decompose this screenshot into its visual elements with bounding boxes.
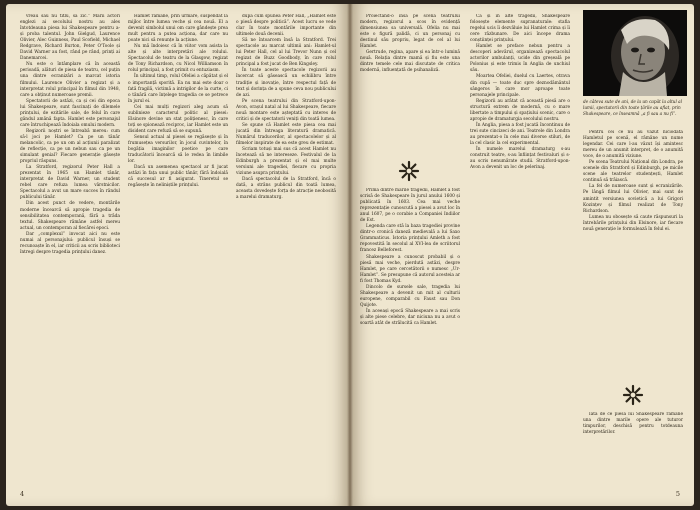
paragraph: Shakespeare a cunoscut probabil și o piesă mai veche, pierdută astăzi, despre Hamlet, pe care cercetătorii o numesc „Ur-Hamlet”. Se presupune că autorul acesteia ar fi fost Thomas Kyd. bbox=[360, 254, 460, 284]
paragraph: Spectatorii de astăzi, ca și cei din epoca lui Shakespeare, sunt fascinați de dilemele prințului, de ezitările sale, de felul în care gândul amână fapta. Hamlet este personajul care întruchipează îndoiala omului modern. bbox=[20, 98, 120, 128]
paragraph: La fel de numeroase sunt și ecranizările. Pe lângă filmul lui Olivier, mai sunt de amintit versiunea sovietică a lui Grigori Kozințev și filmul realizat de Tony Richardson. bbox=[583, 184, 683, 214]
paragraph: În toate aceste spectacole regizorii au încercat să găsească un echilibru între tradiție și inovație, între respectul față de text și dorința de a spune ceva nou publicului de azi. bbox=[236, 68, 336, 98]
page-number-right: 5 bbox=[675, 490, 680, 498]
paragraph: În aceeași epocă Shakespeare a mai scris și alte piese celebre, dar niciuna nu a avut o soartă atât de strălucită ca Hamlet. bbox=[360, 308, 460, 327]
paragraph: În Anglia, piesa a fost jucată încontinuu de trei sute cincizeci de ani. Teatrele din Londra au prezentat-o în cele mai diverse stiluri, de la cel clasic la cel experimental. bbox=[470, 122, 570, 146]
right-column-3a bbox=[583, 130, 683, 380]
paragraph: după cum spunea Peter Hall, „Hamlet este o piesă despre politică”. Acest lucru se vede clar în toate montările importante din ultimele două decenii. bbox=[236, 14, 336, 38]
paragraph: Gertrude, regina, apare și ea într-o lumină nouă. Relația dintre mamă și fiu este una dintre temele cele mai discutate de critica modernă, influențată de psihanaliză. bbox=[360, 50, 460, 74]
paragraph: Dincolo de sursele sale, tragedia lui Shakespeare a devenit un mit al culturii europene, comparabil cu Faust sau Don Quijote. bbox=[360, 284, 460, 308]
asterisk-ornament-icon bbox=[398, 160, 420, 182]
paragraph: La Stratford, regizorul Peter Hall a prezentat în 1965 un Hamlet tânăr, interpretat de David Warner, un student rebel care refuza lumea vârstnicilor. Spectacolul a avut un mare succes în rândul publicului tânăr. bbox=[20, 165, 120, 201]
right-column-2 bbox=[470, 14, 570, 484]
left-column-2 bbox=[128, 14, 228, 484]
right-column-3b bbox=[583, 412, 683, 482]
paragraph: vreau sau nu titlu, să zic.” Marii actori englezi ai secolului nostru au ales întotdeauna piesa lui Shakespeare pentru a-și proba talentul. John Gielgud, Laurence Olivier, Alec Guinness, Paul Scofield, Michael Redgrave, Richard Burton, Peter O'Toole și David Warner au fost, rând pe rând, prinți ai Danemarcei. bbox=[20, 14, 120, 62]
paragraph: Dacă un asemenea spectacol ar fi jucat astăzi în fața unui public tânăr, fără îndoială că succesul ar fi asigurat. Tineretul se regăsește în neliniștile prințului. bbox=[128, 165, 228, 189]
paragraph: Dar „complexul” invocat aici nu este numai al personajului: publicul însuși se recunoaște în el, iar criticii au scris biblioteci întregi despre tragedia prințului danez. bbox=[20, 231, 120, 255]
left-column-1 bbox=[20, 14, 120, 484]
paragraph: Prima dintre marile tragedii, Hamlet a fost scrisă de Shakespeare în jurul anului 1600 și publicată în 1603. Cea mai veche reprezentație cunoscută a piesei a avut loc în anul 1607, pe o corabie a Companiei Indiilor de Est. bbox=[360, 188, 460, 224]
right-column-1b bbox=[360, 188, 460, 484]
paragraph: Legenda care stă la baza tragediei provine dintr-o cronică daneză medievală a lui Saxo Grammaticus. Istoria prințului Amleth a fost repovestită în secolul al XVI-lea de scriitorul francez Belleforest. bbox=[360, 224, 460, 254]
asterisk-ornament-icon bbox=[622, 384, 644, 406]
left-page bbox=[6, 4, 350, 506]
paragraph: În numele marelui dramaturg s-au construit teatre, s-au înființat festivaluri și s-au scris nenumărate studii. Stratford-upon-Avon a devenit un loc de pelerinaj. bbox=[470, 147, 570, 171]
paragraph: Proiectând-o însă pe scena teatrului modern, regizorul a scos în evidență dimensiunea sa universală. Ofelia nu mai este o figură palidă, ci un personaj cu destinul său propriu, legat de cel al lui Hamlet. bbox=[360, 14, 460, 50]
paragraph: Iată de ce piesa lui Shakespeare rămâne una dintre marile opere ale tuturor timpurilor, deschisă pentru totdeauna interpretărilor. bbox=[583, 412, 683, 436]
paragraph: Din acest punct de vedere, montările moderne încearcă să apropie tragedia de sensibilitatea contemporană, fără a trăda textul. Shakespeare rămâne astfel mereu actual, un contemporan al fiecărei epoci. bbox=[20, 201, 120, 231]
paragraph: Sensul actual al piesei se regăsește și în frumusețea versurilor, în jocul cuvintelor, în bogăția imaginilor poetice pe care traducătorii încearcă să le redea în limbile lor. bbox=[128, 134, 228, 165]
paragraph: Nu mă îndoiesc că în viitor vom asista la alte și alte interpretări ale rolului. Spectacolul de teatru de la Glasgow, regizat de Tony Richardson, cu Nicol Williamson în rolul principal, a fost primit cu entuziasm. bbox=[128, 44, 228, 74]
paragraph: Lumea nu obosește să caute răspunsuri la întrebările prințului din Elsinore, iar fiecare nouă generație le formulează în felul ei. bbox=[583, 214, 683, 232]
page-number-left: 4 bbox=[20, 490, 25, 498]
paragraph: Să ne întoarcem însă la Stratford. Trei spectacole au marcat ultimii ani: Hamlet-ul lui Peter Hall, cel al lui Trevor Nunn și cel regizat de Buzz Goodbody, în care rolul principal a fost jucat de Ben Kingsley. bbox=[236, 38, 336, 68]
paragraph: Pe scena teatrului din Stratford-upon-Avon, orașul natal al lui Shakespeare, fiecare nouă montare este așteptată cu interes de critici și de spectatorii veniți din toată lumea. bbox=[236, 98, 336, 122]
hamlet-portrait-icon bbox=[583, 10, 687, 96]
paragraph: În ultimul timp, rolul Ofeliei a căpătat și el o importanță sporită. Ea nu mai este doar o fată fragilă, victimă a intrigilor de la curte, ci o tânără care înțelege tragedia ce se petrece în jurul ei. bbox=[128, 74, 228, 104]
left-column-3 bbox=[236, 14, 336, 484]
paragraph: Cei mai mulți regizori aleg acum să sublinieze caracterul politic al piesei: Elsinore devine un stat polițienesc, în care toți se spionează reciproc, iar Hamlet este un disident care refuză să se supună. bbox=[128, 104, 228, 134]
paragraph: Nu este o întâmplare că în această perioadă, alături de piesa de teatru, cel puțin una dintre ecranizări a marcat istoria filmului. Laurence Olivier a regizat și a interpretat rolul principal în filmul din 1948, care a obținut numeroase premii. bbox=[20, 62, 120, 98]
paragraph: Scriam totuși mai sus că acest Hamlet nu încetează să ne intereseze. Festivalul de la Edinburgh a prezentat și el mai multe versiuni ale tragediei, fiecare cu propria viziune asupra prințului. bbox=[236, 147, 336, 177]
photo-caption: de câteva sute de ani, de la un capăt la altul al lumii, spectatorii din toate țările au aflat, prin Shakespeare, ce înseamnă „a fi sau a nu fi”. bbox=[583, 99, 683, 116]
right-page bbox=[350, 4, 694, 506]
right-column-1a bbox=[360, 14, 460, 164]
paragraph: Moartea Ofeliei, duelul cu Laertes, otrava din cupă — toate duc spre deznodământul sângeros în care mor aproape toate personajele principale. bbox=[470, 74, 570, 98]
paragraph: Hamlet rămâne, prin urmare, suspendat la mijloc între lumea veche și cea nouă. El a devenit simbolul unui om care gândește prea mult pentru a putea acționa, dar care nu poate nici să renunțe la acțiune. bbox=[128, 14, 228, 44]
paragraph: Se spune că Hamlet este piesa cea mai jucată din întreaga literatură dramatică. Numărul traducerilor, al spectacolelor și al filmelor inspirate de ea este greu de estimat. bbox=[236, 122, 336, 146]
paragraph: Regizorii au arătat că această piesă are o structură extrem de modernă, cu o mare libertate a timpului și spațiului scenic, care o apropie de dramaturgia secolului nostru. bbox=[470, 98, 570, 122]
paragraph: Dacă spectacolul de la Stratford, încă o dată, a strâns publicul din toată lumea, aceasta dovedește forța de atracție neobosită a marelui dramaturg. bbox=[236, 177, 336, 201]
paragraph: Hamlet se preface nebun pentru a descoperi adevărul, organizează spectacolul actorilor ambulanți, ucide din greșeală pe Polonius și este trimis în Anglia de unchiul său. bbox=[470, 44, 570, 74]
paragraph: Pe scena Teatrului Național din Londra, pe scenele din Stratford și Edinburgh, pe micile scene ale teatrelor studențești, Hamlet continuă să trăiască. bbox=[583, 160, 683, 184]
open-book bbox=[6, 4, 694, 506]
paragraph: Pentru cei ce nu au văzut niciodată Hamletul pe scenă, el rămâne un nume legendar. Cei care l-au văzut își amintesc mereu de un anumit interpret, de o anumită voce, de o anumită viziune. bbox=[583, 130, 683, 160]
paragraph: Regizorii noștri se întreabă mereu: cum să-l joci pe Hamlet? Ca pe un tânăr melancolic, ca pe un om al acțiunii paralizat de reflecție, ca pe un nebun sau ca pe un simulant genial? Fiecare generație găsește propriul răspuns. bbox=[20, 128, 120, 165]
paragraph: Ca și în alte tragedii, Shakespeare folosește elemente supranaturale: stafia regelui ucis îi dezvăluie lui Hamlet crima și îi cere răzbunare. De aici începe drama conștiinței prințului. bbox=[470, 14, 570, 44]
book-spine bbox=[347, 4, 353, 506]
